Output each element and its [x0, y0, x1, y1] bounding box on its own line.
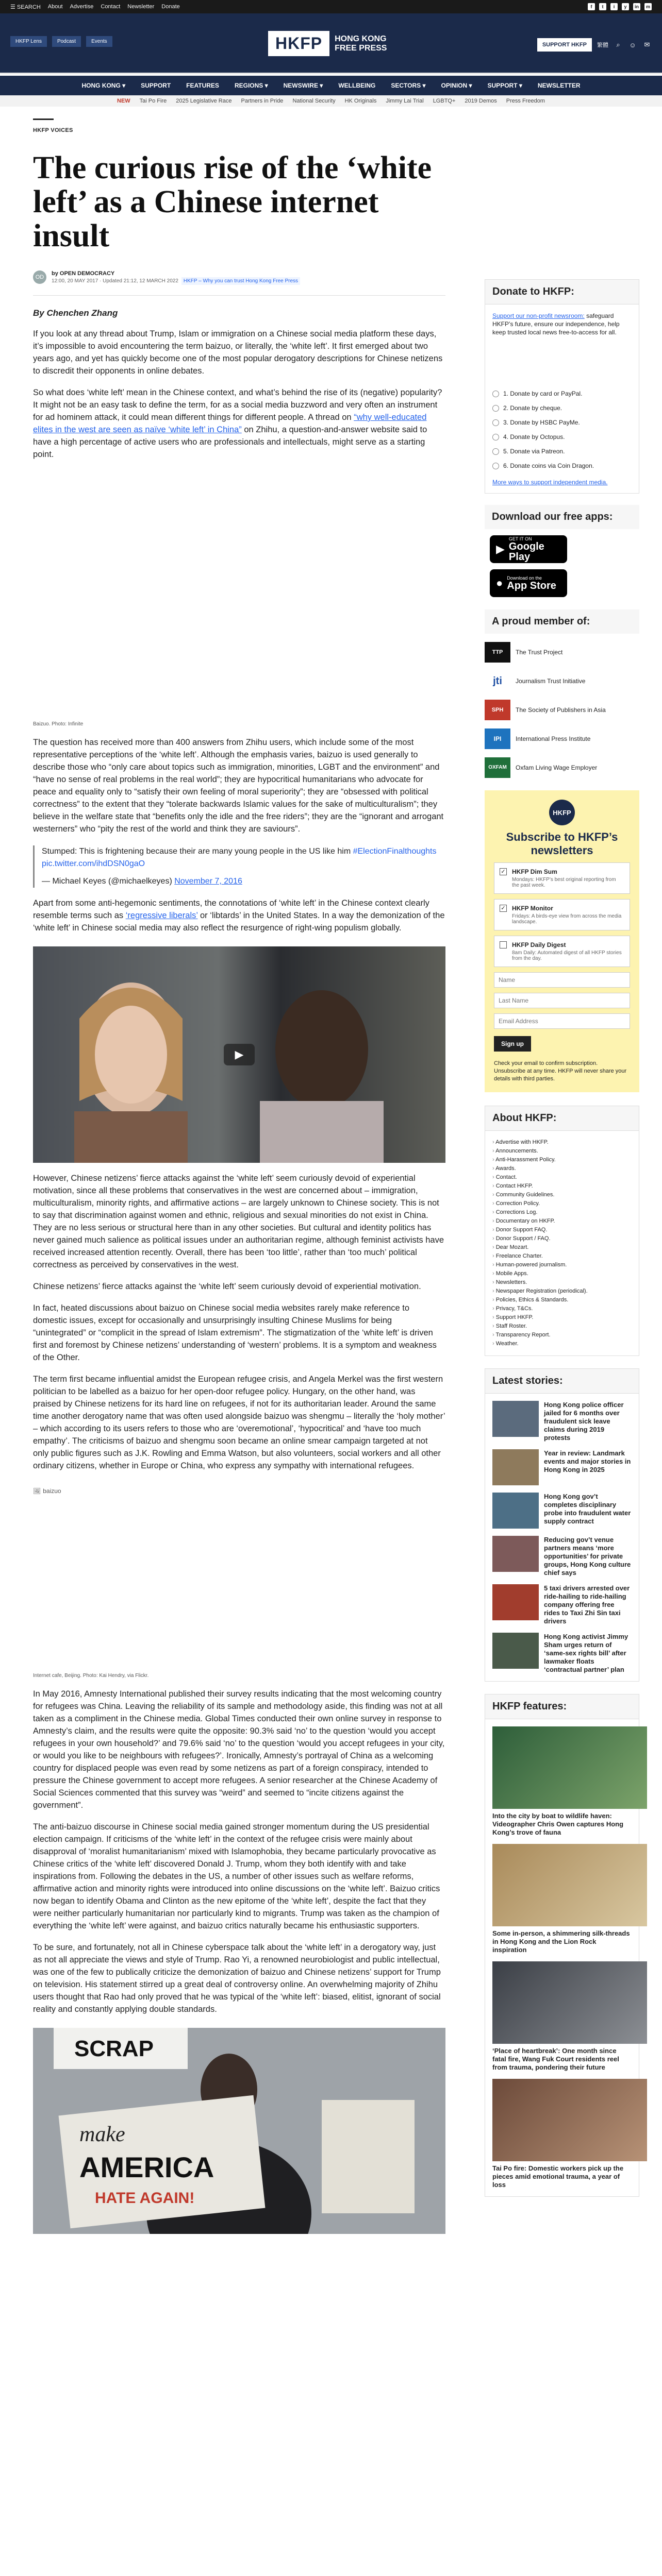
- feature-thumbnail: [492, 1844, 647, 1926]
- donate-option[interactable]: [492, 390, 632, 397]
- about-link[interactable]: › Corrections Log.: [492, 1208, 632, 1217]
- newsletter-box: [485, 790, 639, 1092]
- broken-image: [33, 1487, 445, 1495]
- user-icon[interactable]: ☺: [629, 41, 636, 49]
- radio-icon: [492, 448, 499, 455]
- sidebar: [485, 279, 639, 2197]
- image-caption: Internet cafe, Beijing. Photo: Kai Hendry, via Flickr.: [33, 1673, 149, 1679]
- paragraph: [33, 386, 445, 461]
- youtube-icon[interactable]: y: [622, 3, 629, 10]
- option-title: HKFP Dim Sum: [512, 868, 557, 875]
- topbar-advertise[interactable]: Advertise: [70, 4, 94, 10]
- about-link[interactable]: › Correction Policy.: [492, 1199, 632, 1208]
- features-box: [485, 1694, 639, 2197]
- nav-item[interactable]: FEATURES: [186, 82, 219, 89]
- about-link[interactable]: › Weather.: [492, 1340, 632, 1348]
- sign-america: AMERICA: [79, 2151, 214, 2183]
- latest-story[interactable]: [492, 1401, 632, 1442]
- nav-item[interactable]: OPINION ▾: [441, 82, 472, 89]
- about-link[interactable]: › Contact.: [492, 1173, 632, 1182]
- story-title: Hong Kong activist Jimmy Sham urges return of ‘same-sex rights bill’ after lawmaker floats ‘contractual partner’ plan: [544, 1633, 628, 1673]
- donate-spacer: [492, 336, 632, 383]
- paragraph: The term first became influential amidst the European refugee crisis, and Angela Merkel was the first western politician to be labelled as a baizuo for her open-door refugee policy. Hungary, on the other hand, was praised by Chinese netizens for its hard line on refugees, if not for its authoritarian leader. Around the same time another derogatory name that was often used alongside baizuo was shengmu – literally the ‘holy mother’ – which according to its users refers to those who are ‘overemotional’, ‘hypocritical’ and ‘have too much empathy’. The criticisms of baizuo and shengmu soon became an online smear campaign targeted at not only public figures such as J.K. Rowling and Emma Watson, but also volunteers, social workers and all other ordinary citizens, whether in Europe or China, who express any sympathy with international refugees.: [33, 1375, 445, 1470]
- option-label: 6. Donate coins via Coin Dragon.: [503, 462, 594, 469]
- nav-item[interactable]: SUPPORT: [141, 82, 171, 89]
- divider: [33, 295, 445, 296]
- chip-events[interactable]: Events: [86, 36, 112, 47]
- about-box: [485, 1106, 639, 1356]
- article-category[interactable]: HKFP VOICES: [33, 127, 73, 133]
- radio-icon: [492, 463, 499, 469]
- option-title: HKFP Monitor: [512, 905, 553, 912]
- member-name: The Trust Project: [516, 649, 563, 656]
- about-link[interactable]: › Support HKFP.: [492, 1313, 632, 1322]
- nav-item[interactable]: WELLBEING: [338, 82, 376, 89]
- feature-thumbnail: [492, 1726, 647, 1809]
- option-desc: 8am Daily: Automated digest of all HKFP stories from the day.: [512, 950, 622, 961]
- more-ways-link[interactable]: More ways to support independent media.: [492, 479, 608, 486]
- feature-story[interactable]: [492, 1844, 632, 1954]
- newsletter-option[interactable]: [494, 899, 630, 930]
- latest-story[interactable]: [492, 1449, 632, 1485]
- play-store-icon: ▶: [496, 543, 505, 555]
- checkbox-icon[interactable]: ✓: [500, 868, 507, 875]
- broken-image-icon: 🖼: [33, 1487, 41, 1495]
- header-chips: [10, 36, 112, 47]
- feature-title: Some in-person, a shimmering silk-threads in Hong Kong and the Lion Rock inspiration: [492, 1929, 630, 1954]
- article: [33, 118, 445, 2234]
- member-name: Journalism Trust Initiative: [516, 677, 586, 685]
- video-embed[interactable]: [33, 946, 445, 1163]
- feature-story[interactable]: [492, 1961, 632, 2072]
- trending-item[interactable]: Press Freedom: [506, 98, 545, 104]
- option-desc: Mondays: HKFP’s best original reporting from the past week.: [512, 877, 616, 888]
- tweet-date-link[interactable]: November 7, 2016: [174, 877, 242, 886]
- features-heading: HKFP features:: [485, 1694, 639, 1719]
- app-store-badge[interactable]: [490, 569, 567, 597]
- option-label: 5. Donate via Patreon.: [503, 448, 565, 455]
- apps-heading: Download our free apps:: [485, 505, 639, 529]
- donate-text: [492, 312, 632, 336]
- paragraph: In May 2016, Amnesty International published their survey results indicating that the most welcoming country for refugees was China. Leaving the reliability of its sample and methodology aside, this finding was not at all taken as a compliment in the Chinese media. Global Times conducted their own online survey in response to Amnesty’s claim, and the results were quite the opposite: 90.3% said ‘no’ to the question ‘would you accept refugees in your own household?’ and 79.6% said ‘no’ to the question ‘would you accept refugees in your city, or would you like to be neighbours with refugees?’. Ironically, Amnesty’s portrayal of China as a welcoming country for displaced people was even read by some netizens as part of a foreign conspiracy, intended to pressure the Chinese government to accept more refugees. A senior researcher at the Chinese Academy of Social Sciences commented that this survey was “weird” and seemed to “incite citizens against the government”.: [33, 1689, 445, 1810]
- article-date: [52, 278, 300, 284]
- feature-title: ‘Place of heartbreak’: One month since fatal fire, Wang Fuk Court residents reel from trauma, pondering their future: [492, 2047, 619, 2071]
- about-link[interactable]: › Newspaper Registration (periodical).: [492, 1287, 632, 1296]
- latest-story[interactable]: [492, 1536, 632, 1577]
- text: safeguard HKFP’s future, ensure our independence, help keep trusted local news free-to-access for all.: [492, 312, 620, 336]
- trending-item[interactable]: Jimmy Lai Trial: [386, 98, 424, 104]
- feature-story[interactable]: [492, 1726, 632, 1837]
- trending-item[interactable]: Tai Po Fire: [139, 98, 167, 104]
- about-link[interactable]: › Human-powered journalism.: [492, 1261, 632, 1269]
- sign-make: make: [79, 2123, 125, 2146]
- trust-project-logo: TTP: [485, 642, 510, 663]
- language-switch[interactable]: 繁體: [597, 42, 608, 48]
- sign-hate: HATE AGAIN!: [95, 2190, 195, 2207]
- date-text: 12:00, 20 MAY 2017 · Updated 21:12, 12 MARCH 2022: [52, 278, 178, 284]
- email-field[interactable]: [494, 1013, 630, 1029]
- badge-big: App Store: [507, 580, 556, 591]
- story-title: Reducing gov’t venue partners means ‘more opportunities’ for private groups, Hong Kong culture chief says: [544, 1536, 631, 1577]
- mastodon-icon[interactable]: m: [644, 3, 652, 10]
- about-link[interactable]: › Transparency Report.: [492, 1331, 632, 1340]
- site-header: [0, 13, 662, 74]
- sign-up-button[interactable]: Sign up: [494, 1036, 531, 1052]
- member-name: International Press Institute: [516, 735, 591, 742]
- article-title: The curious rise of the ‘white left’ as a Chinese internet insult: [33, 150, 432, 253]
- donate-option[interactable]: [492, 404, 632, 412]
- trending-bar: [0, 95, 662, 107]
- option-label: 2. Donate by cheque.: [503, 404, 562, 412]
- apps-box: [485, 505, 639, 597]
- search-label: SEARCH: [16, 4, 41, 10]
- site-logo[interactable]: [268, 31, 402, 56]
- sign-text-top: SCRAP: [74, 2036, 154, 2061]
- story-thumbnail: [492, 1633, 539, 1669]
- member-item[interactable]: [485, 671, 639, 691]
- about-link[interactable]: › Mobile Apps.: [492, 1269, 632, 1278]
- newsletter-option[interactable]: [494, 936, 630, 967]
- radio-icon: [492, 419, 499, 426]
- instagram-icon[interactable]: i: [610, 3, 618, 10]
- topbar-newsletter[interactable]: Newsletter: [127, 4, 155, 10]
- donate-link[interactable]: Support our non-profit newsroom:: [492, 312, 585, 319]
- member-name: The Society of Publishers in Asia: [516, 706, 606, 714]
- option-label: 3. Donate by HSBC PayMe.: [503, 419, 580, 426]
- member-heading: A proud member of:: [485, 609, 639, 634]
- option-title: HKFP Daily Digest: [512, 941, 566, 948]
- paragraph: However, Chinese netizens’ fierce attacks against the ‘white left’ seem curiously devoid of experiential motivation, since all these problems that conservatives in the west are concerned about – immigration, multiculturalism, minority rights, and affirmative actions – are largely unknown to Chinese society. This is not to say that discrimination against women and ethnic, religious and sexual minorities do not exist in China. They are no less serious or structural here than in any other societies. But cultural and identity politics has never gained much salience as political issues under an authoritarian regime, although feminist activists have received increased attention recently. Overall, there has been ‘too little’, rather than ‘too much’ political correctness as perceived by conservatives in the west.: [33, 1174, 444, 1269]
- paragraph: [33, 897, 445, 934]
- pull-paragraph: Chinese netizens’ fierce attacks against the ‘white left’ seem curiously devoid of experiential motivation.: [33, 1282, 421, 1291]
- nav-item[interactable]: REGIONS ▾: [234, 82, 268, 89]
- text: on Zhihu, a question-and-answer website said to have a high percentage of active users who are professionals and intellectuals, might serve as a starting point.: [33, 425, 427, 459]
- about-link[interactable]: › Newsletters.: [492, 1278, 632, 1287]
- about-link[interactable]: › Privacy, T&Cs.: [492, 1304, 632, 1313]
- paragraph: The anti-baizuo discourse in Chinese social media gained stronger momentum during the US presidential election campaign. If criticisms of the ‘white left’ in the context of the refugee crisis were mainly about disapproval of ‘moralist humanitarianism’ mixed with Islamophobia, they became particularly provocative as Chinese critics of the ‘white left’ discovered Donald J. Trump, whom they both identify with and take inspirations from. Following the debates in the US, a number of other issues such as welfare reforms, affirmative action and minority rights were introduced into online discussions on the ‘white left’. Baizuo critics now began to identify Obama and Clinton as the new epitome of the ‘white left’, despite the fact that they were neither particularly humanitarian nor particularly kind to migrants. Trump was taken as the champion of everything the ‘white left’ were against, and baizuo critics naturally became his enthusiastic supporters.: [33, 1822, 440, 1930]
- donate-option[interactable]: [492, 433, 632, 440]
- option-label: 1. Donate by card or PayPal.: [503, 390, 583, 397]
- feature-title: Into the city by boat to wildlife haven: Videographer Chris Owen captures Hong Kong’s trove of fauna: [492, 1812, 624, 1836]
- latest-heading: Latest stories:: [485, 1369, 639, 1394]
- donate-heading: Donate to HKFP:: [485, 280, 639, 304]
- logo-text: HONG KONG FREE PRESS: [335, 34, 387, 53]
- member-item[interactable]: [485, 642, 639, 663]
- chip-podcast[interactable]: Podcast: [52, 36, 81, 47]
- option-desc: Fridays: A birds-eye view from across the media landscape.: [512, 913, 622, 925]
- story-title: Hong Kong gov’t completes disciplinary probe into fraudulent water supply contract: [544, 1493, 631, 1525]
- search-icon[interactable]: ⌕: [616, 41, 620, 48]
- search-link[interactable]: ☰ SEARCH: [10, 4, 41, 10]
- story-title: Hong Kong police officer jailed for 6 months over fraudulent sick leave claims during 2019 protests: [544, 1401, 624, 1442]
- regressive-link[interactable]: ‘regressive liberals’: [125, 911, 198, 920]
- text: Apart from some anti-hegemonic sentiments, the connotations of ‘white left’ in the Chinese context clearly resemble terms such as: [33, 899, 429, 920]
- radio-icon: [492, 434, 499, 440]
- protest-scene: [33, 2028, 445, 2234]
- trending-label: NEW: [117, 98, 130, 104]
- nav-item[interactable]: SUPPORT ▾: [487, 82, 522, 89]
- last-name-field[interactable]: [494, 993, 630, 1008]
- story-thumbnail: [492, 1401, 539, 1437]
- radio-icon: [492, 391, 499, 397]
- latest-story[interactable]: [492, 1633, 632, 1674]
- trending-item[interactable]: 2019 Demos: [465, 98, 497, 104]
- embedded-image-placeholder: [33, 461, 445, 718]
- donate-box: [485, 279, 639, 494]
- trending-item[interactable]: 2025 Legislative Race: [176, 98, 232, 104]
- play-icon[interactable]: ▶: [224, 1044, 255, 1065]
- trending-item[interactable]: LGBTQ+: [433, 98, 456, 104]
- embedded-tweet: [33, 845, 445, 888]
- paragraph: If you look at any thread about Trump, Islam or immigration on a Chinese social media platform these days, it’s impossible to avoid encountering the term baizuo, or literally, the ‘white left’. It first emerged about two years ago, and yet has quickly become one of the most popular derogatory descriptions for Chinese netizens to discredit their opponents in online debates.: [33, 329, 443, 376]
- linkedin-icon[interactable]: in: [633, 3, 640, 10]
- text: So what does ‘white left’ mean in the Chinese context, and what’s behind the rise of its (negative) popularity? It might not be an easy task to define the term, for as a social media buzzword and very often an instrument for ad hominem attack, it could mean different things for different people. A thread on: [33, 388, 442, 422]
- paragraph: The question has received more than 400 answers from Zhihu users, which include some of the most representative perceptions of the ‘white left’. Although the emphasis varies, baizuo is used generally to describe those who “only care about topics such as immigration, minorities, LGBT and the environment” and “have no sense of real problems in the real world”; they are hypocritical humanitarians who advocate for peace and equality only to “satisfy their own feeling of moral superiority”; they are “obsessed with political correctness” to the extent that they “tolerate backwards Islamic values for the sake of multiculturalism”; they believe in the welfare state that “benefits only the idle and the free riders”; they are the “ignorant and arrogant westerners” who “pity the rest of the world and think they are saviours”.: [33, 738, 444, 834]
- trending-item[interactable]: National Security: [292, 98, 336, 104]
- newsletter-option[interactable]: [494, 862, 630, 894]
- about-link[interactable]: › Policies, Ethics & Standards.: [492, 1296, 632, 1304]
- badge-small: GET IT ON: [508, 536, 532, 541]
- nav-item[interactable]: SECTORS ▾: [391, 82, 426, 89]
- checkbox-icon[interactable]: [500, 941, 507, 948]
- google-play-badge[interactable]: [490, 535, 567, 563]
- logo-box: HKFP: [268, 31, 329, 56]
- trust-link[interactable]: HKFP – Why you can trust Hong Kong Free Press: [181, 277, 300, 285]
- topbar-donate[interactable]: Donate: [161, 4, 180, 10]
- about-link[interactable]: › Advertise with HKFP.: [492, 1138, 632, 1147]
- support-button[interactable]: SUPPORT HKFP: [537, 38, 592, 52]
- feature-thumbnail: [492, 2079, 647, 2161]
- jti-logo: jti: [493, 675, 502, 687]
- member-item[interactable]: [485, 728, 639, 749]
- feature-title: Tai Po fire: Domestic workers pick up the pieces amid emotional trauma, a year of loss: [492, 2164, 624, 2189]
- tweet-text: [42, 845, 445, 870]
- about-link[interactable]: › Documentary on HKFP.: [492, 1217, 632, 1226]
- about-link[interactable]: › Freelance Charter.: [492, 1252, 632, 1261]
- chip-lens[interactable]: HKFP Lens: [10, 36, 47, 47]
- twitter-icon[interactable]: t: [599, 3, 606, 10]
- protest-photo: [33, 2028, 445, 2234]
- oxfam-logo: OXFAM: [485, 757, 510, 778]
- app-badges: [485, 535, 639, 597]
- byline: [33, 270, 445, 284]
- newsletter-note: Check your email to confirm subscription. Unsubscribe at any time. HKFP will never share your details with third parties.: [494, 1060, 627, 1082]
- donate-option[interactable]: [492, 419, 632, 426]
- nav-item[interactable]: HONG KONG ▾: [81, 82, 126, 89]
- latest-story[interactable]: [492, 1584, 632, 1625]
- sopa-logo: SPH: [485, 700, 510, 720]
- donate-option[interactable]: [492, 448, 632, 455]
- member-item[interactable]: [485, 700, 639, 720]
- story-title: 5 taxi drivers arrested over ride-hailing to ride-hailing company offering free rides to Taxi Zhi Sin taxi drivers: [544, 1584, 630, 1625]
- member-box: [485, 609, 639, 778]
- author-name[interactable]: by OPEN DEMOCRACY: [52, 270, 115, 277]
- tweet-link[interactable]: #ElectionFinalthoughts pic.twitter.com/ihdDSN0gaO: [42, 847, 437, 868]
- badge-big: Google Play: [508, 541, 544, 563]
- about-link[interactable]: › Community Guidelines.: [492, 1191, 632, 1199]
- option-label: 4. Donate by Octopus.: [503, 433, 565, 440]
- about-list: [492, 1138, 632, 1348]
- about-link[interactable]: › Dear Mozart.: [492, 1243, 632, 1252]
- newsletter-logo: HKFP: [549, 800, 575, 825]
- zhihu-link[interactable]: “why well-educated elites in the west are seen as naïve ‘white left’ in China”: [33, 413, 427, 434]
- apple-icon: ●: [496, 577, 503, 589]
- paragraph: In fact, heated discussions about baizuo on Chinese social media websites rarely make reference to domestic issues, except for occasionally and unsurprisingly insulting Chinese Muslims for being “unintegrated” or “complicit in the spread of Islam extremism”. The stigmatization of the ‘white left’ is driven first and foremost by Chinese netizens’ understanding of ‘western’ problems. It is a symptom and weakness of the Other.: [33, 1303, 437, 1362]
- story-thumbnail: [492, 1536, 539, 1572]
- donate-option[interactable]: [492, 462, 632, 469]
- main-nav: [0, 76, 662, 95]
- broken-image-alt: baizuo: [43, 1487, 61, 1495]
- nav-item[interactable]: NEWSLETTER: [537, 82, 581, 89]
- top-bar: [0, 0, 662, 13]
- badge-small: Download on the: [507, 575, 542, 581]
- about-link[interactable]: › Anti-Harassment Policy.: [492, 1156, 632, 1164]
- text: — Michael Keyes (@michaelkeyes): [42, 877, 175, 886]
- trending-item[interactable]: HK Originals: [344, 98, 377, 104]
- story-thumbnail: [492, 1584, 539, 1620]
- image-placeholder: [33, 1495, 445, 1670]
- first-name-field[interactable]: [494, 972, 630, 988]
- latest-story[interactable]: [492, 1493, 632, 1529]
- topbar-about[interactable]: About: [47, 4, 63, 10]
- story-thumbnail: [492, 1493, 539, 1529]
- nav-item[interactable]: NEWSWIRE ▾: [283, 82, 323, 89]
- member-item[interactable]: [485, 757, 639, 778]
- feature-thumbnail: [492, 1961, 647, 2044]
- about-link[interactable]: › Announcements.: [492, 1147, 632, 1156]
- topbar-contact[interactable]: Contact: [101, 4, 121, 10]
- trending-item[interactable]: Partners in Pride: [241, 98, 284, 104]
- about-link[interactable]: › Donor Support / FAQ.: [492, 1234, 632, 1243]
- tweet-author: [42, 875, 445, 888]
- member-name: Oxfam Living Wage Employer: [516, 764, 598, 771]
- title-rule: [33, 118, 54, 120]
- about-link[interactable]: › Awards.: [492, 1164, 632, 1173]
- newsletter-title: Subscribe to HKFP’s newsletters: [506, 831, 618, 857]
- avatar: OD: [33, 270, 46, 284]
- story-thumbnail: [492, 1449, 539, 1485]
- sub-author: By Chenchen Zhang: [33, 308, 118, 318]
- about-link[interactable]: › Contact HKFP.: [492, 1182, 632, 1191]
- latest-stories-box: [485, 1368, 639, 1682]
- about-heading: About HKFP:: [485, 1106, 639, 1131]
- story-title: Year in review: Landmark events and major stories in Hong Kong in 2025: [544, 1449, 631, 1473]
- about-link[interactable]: › Donor Support FAQ.: [492, 1226, 632, 1234]
- facebook-icon[interactable]: f: [588, 3, 595, 10]
- checkbox-icon[interactable]: ✓: [500, 905, 507, 912]
- mail-icon[interactable]: ✉: [644, 41, 650, 48]
- feature-story[interactable]: [492, 2079, 632, 2189]
- ipi-logo: IPI: [485, 728, 510, 749]
- about-link[interactable]: › Staff Roster.: [492, 1322, 632, 1331]
- text: or ‘libtards’ in the United States. In a way the demonization of the ‘white left’ in Chinese social media may also reflect the resurgence of right-wing populism globally.: [33, 911, 445, 933]
- image-caption: Baizuo. Photo: Infinite: [33, 721, 84, 727]
- paragraph: To be sure, and fortunately, not all in Chinese cyberspace talk about the ‘white left’ in a derogatory way, just as not all appreciate the views and style of Trump. Rao Yi, a renowned neurobiologist and public intellectual, was one of the few to publically criticize the demonization of baizuo and Chinese netizens’ support for Trump on television. His statement stirred up a great deal of controversy online. An overwhelming majority of Zhihu users thought that Rao had only proved that he was typical of the ‘white left’: biased, elitist, ignorant of social reality and constantly applying double standards.: [33, 1943, 441, 2014]
- radio-icon: [492, 405, 499, 412]
- text: Stumped: This is frightening because their are many young people in the US like him: [42, 847, 353, 856]
